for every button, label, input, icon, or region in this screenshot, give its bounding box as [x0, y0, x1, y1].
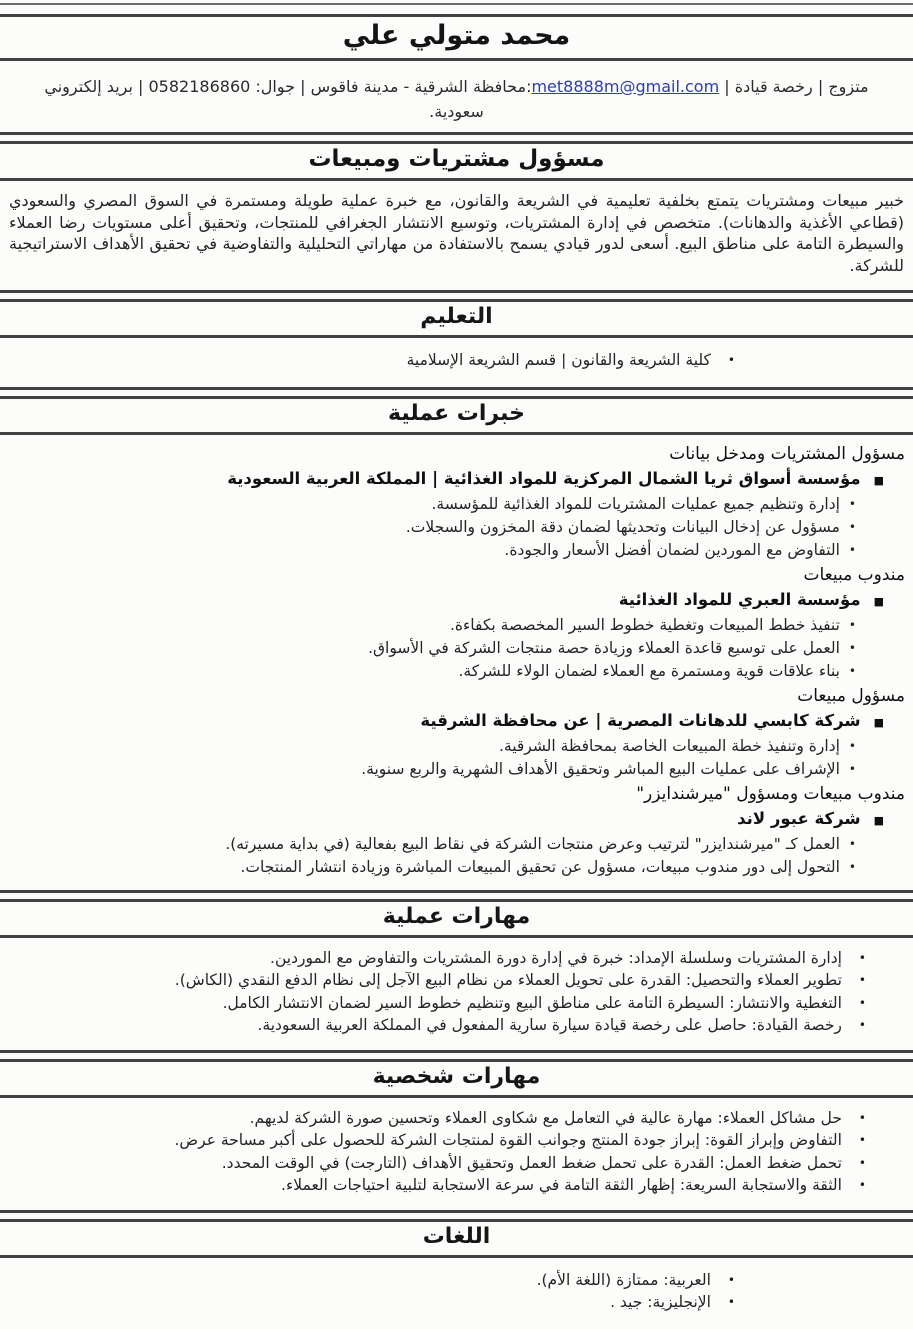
- bullet-icon: •: [848, 761, 856, 776]
- list-item: [10, 1174, 866, 1197]
- bullet-icon: •: [848, 859, 856, 874]
- contact-block: [0, 61, 913, 135]
- personal-skills-section: [0, 1098, 913, 1213]
- section-header-languages: [0, 1219, 913, 1258]
- language-item: العربية: ممتازة (اللغة الأم).: [536, 1270, 711, 1289]
- job-bullet: [10, 856, 905, 879]
- square-bullet-icon: ■: [873, 594, 884, 608]
- square-bullet-icon: ■: [873, 473, 884, 487]
- bullet-icon: •: [848, 663, 856, 678]
- section-title-experience: خبرات عملية: [388, 400, 525, 426]
- list-item: [10, 349, 735, 372]
- skill-item: التفاوض وإبراز القوة: إبراز جودة المنتج وجوانب القوة لمنتجات الشركة للحصول على أكبر مساحة عرض.: [174, 1131, 842, 1149]
- experience-list: [0, 435, 913, 890]
- bullet-icon: •: [858, 950, 866, 965]
- job-bullet: [10, 539, 905, 562]
- section-title-practical-skills: مهارات عملية: [382, 903, 531, 929]
- section-header-experience: [0, 396, 913, 435]
- personal-skills-list: [0, 1098, 913, 1210]
- job-bullet-text: التفاوض مع الموردين لضمان أفضل الأسعار والجودة.: [504, 540, 840, 559]
- job-company: [10, 806, 905, 833]
- bullet-icon: •: [858, 1155, 866, 1170]
- experience-section: [0, 435, 913, 893]
- skill-item: رخصة القيادة: حاصل على رخصة قيادة سيارة سارية المفعول في المملكة العربية السعودية.: [257, 1016, 842, 1034]
- job-bullet-text: تنفيذ خطط المبيعات وتغطية خطوط السير المخصصة بكفاءة.: [449, 615, 840, 634]
- section-header-practical-skills: [0, 899, 913, 938]
- bullet-icon: •: [858, 1133, 866, 1147]
- bullet-icon: •: [858, 995, 866, 1010]
- bullet-icon: •: [858, 1110, 866, 1125]
- contact-marital-license: متزوج | رخصة قيادة |: [719, 77, 869, 96]
- job-role: مسؤول مبيعات: [797, 685, 905, 706]
- job-bullet: [10, 637, 905, 660]
- bullet-icon: •: [848, 640, 856, 655]
- job-bullet: [10, 833, 905, 856]
- practical-skills-section: [0, 938, 913, 1053]
- bullet-icon: •: [727, 1272, 735, 1287]
- job-role: مندوب مبيعات: [803, 564, 905, 585]
- job-bullet-text: العمل كـ "ميرشندايزر" لترتيب وعرض منتجات الشركة في نقاط البيع بفعالية (في بداية مسيرته).: [225, 834, 840, 853]
- job-title: مسؤول مشتريات ومبيعات: [308, 146, 605, 172]
- skill-item: التغطية والانتشار: السيطرة التامة على مناطق البيع وتنظيم خطوط السير لضمان الانتشار الكامل.: [222, 993, 842, 1012]
- job-bullet-text: إدارة وتنفيذ خطة المبيعات الخاصة بمحافظة الشرقية.: [498, 736, 840, 755]
- skill-item: إدارة المشتريات وسلسلة الإمداد: خبرة في إدارة دورة المشتريات والتفاوض مع الموردين.: [270, 948, 842, 967]
- section-title-languages: اللغات: [422, 1223, 491, 1249]
- job-role: مندوب مبيعات ومسؤول "ميرشندايزر": [636, 783, 905, 804]
- education-list: [0, 338, 913, 387]
- name-header: [0, 14, 913, 61]
- bullet-icon: •: [858, 1018, 866, 1032]
- job-bullet: [10, 493, 905, 516]
- job-bullet: [10, 614, 905, 637]
- section-title-education: التعليم: [420, 304, 493, 329]
- job-bullet-text: مسؤول عن إدخال البيانات وتحديثها لضمان دقة المخزون والسجلات.: [405, 517, 840, 536]
- list-item: [10, 969, 866, 992]
- email-link[interactable]: met8888m@gmail.com: [531, 77, 720, 96]
- contact-country: سعودية.: [429, 102, 484, 121]
- company-name: شركة عبور لاند: [737, 808, 861, 828]
- square-bullet-icon: ■: [873, 715, 884, 729]
- skill-item: حل مشاكل العملاء: مهارة عالية في التعامل مع شكاوى العملاء وتحسين صورة الشركة لديهم.: [249, 1108, 842, 1127]
- company-name: مؤسسة أسواق ثريا الشمال المركزية للمواد الغذائية | المملكة العربية السعودية: [227, 468, 861, 488]
- bullet-icon: •: [848, 519, 856, 534]
- list-item: [10, 1152, 866, 1175]
- bullet-icon: •: [727, 1295, 735, 1309]
- languages-list: [0, 1258, 913, 1329]
- job-bullet: [10, 758, 905, 781]
- bullet-icon: •: [848, 617, 856, 632]
- job-company: [10, 708, 905, 735]
- job-bullet-text: العمل على توسيع قاعدة العملاء وزيادة حصة منتجات الشركة في الأسواق.: [368, 638, 840, 657]
- bullet-icon: •: [858, 973, 866, 987]
- job-bullet: [10, 660, 905, 683]
- bullet-icon: •: [848, 496, 856, 511]
- section-header-personal-skills: [0, 1059, 913, 1098]
- job-bullet: [10, 516, 905, 539]
- square-bullet-icon: ■: [873, 813, 884, 827]
- candidate-name: محمد متولي علي: [342, 20, 571, 51]
- job-bullet: [10, 735, 905, 758]
- job-title-header: [0, 141, 913, 181]
- list-item: [10, 947, 866, 970]
- skill-item: تطوير العملاء والتحصيل: القدرة على تحويل العملاء من نظام البيع الآجل إلى نظام الدفع النقدي (الكاش).: [174, 971, 842, 989]
- education-section: [0, 338, 913, 390]
- bullet-icon: •: [858, 1178, 866, 1192]
- cv-document: [0, 3, 913, 1311]
- bullet-icon: •: [848, 836, 856, 851]
- contact-line1: [12, 74, 901, 100]
- education-item: كلية الشريعة والقانون | قسم الشريعة الإسلامية: [406, 351, 711, 369]
- language-item: الإنجليزية: جيد .: [610, 1293, 711, 1311]
- bullet-icon: •: [848, 542, 856, 557]
- contact-location-phone: :محافظة الشرقية - مدينة فاقوس | جوال: 0582186860 | بريد إلكتروني: [44, 77, 532, 96]
- list-item: [10, 1107, 866, 1130]
- list-item: [10, 1014, 866, 1037]
- company-name: شركة كابسي للدهانات المصرية | عن محافظة الشرقية: [420, 710, 861, 730]
- languages-section: [0, 1258, 913, 1329]
- practical-skills-list: [0, 938, 913, 1050]
- job-bullet-text: إدارة وتنظيم جميع عمليات المشتريات للمواد الغذائية للمؤسسة.: [431, 494, 840, 513]
- job-bullet-text: بناء علاقات قوية ومستمرة مع العملاء لضمان الولاء للشركة.: [458, 661, 840, 680]
- company-name: مؤسسة العبري للمواد الغذائية: [618, 589, 861, 609]
- summary-section: [0, 181, 913, 293]
- list-item: [10, 1129, 866, 1152]
- job-company: [10, 587, 905, 614]
- job-bullet-text: الإشراف على عمليات البيع المباشر وتحقيق الأهداف الشهرية والربع سنوية.: [361, 759, 840, 778]
- top-hairline: [0, 3, 913, 5]
- section-title-personal-skills: مهارات شخصية: [372, 1063, 541, 1089]
- job-bullet-text: التحول إلى دور مندوب مبيعات، مسؤول عن تحقيق المبيعات المباشرة وزيادة انتشار المنتجات.: [240, 857, 840, 876]
- job-role: مسؤول المشتريات ومدخل بيانات: [669, 443, 905, 464]
- job-company: [10, 466, 905, 493]
- profile-summary: خبير مبيعات ومشتريات يتمتع بخلفية تعليمية في الشريعة والقانون، مع خبرة عملية طويلة ومستمرة في السوق المصري والسعودي (قطاعي الأغذية والدهانات). متخصص في إدارة المشتريات، وتوسيع الانتشار الجغرافي للمنتجات، وتحقيق أعلى مستويات رضا العملاء والسيطرة التامة على مناطق البيع. أسعى لدور قيادي يسمح بالاستفادة من مهاراتي التحليلية والتفاوضية في تحقيق الأهداف الاستراتيجية للشركة.: [9, 191, 904, 275]
- skill-item: تحمل ضغط العمل: القدرة على تحمل ضغط العمل وتحقيق الأهداف (التارجت) في الوقت المحدد.: [221, 1153, 842, 1172]
- section-header-education: [0, 299, 913, 338]
- list-item: [10, 1291, 735, 1314]
- skill-item: الثقة والاستجابة السريعة: إظهار الثقة التامة في سرعة الاستجابة لتلبية احتياجات العملاء.: [281, 1176, 842, 1194]
- bullet-icon: •: [727, 353, 735, 367]
- list-item: [10, 992, 866, 1015]
- bullet-icon: •: [848, 738, 856, 753]
